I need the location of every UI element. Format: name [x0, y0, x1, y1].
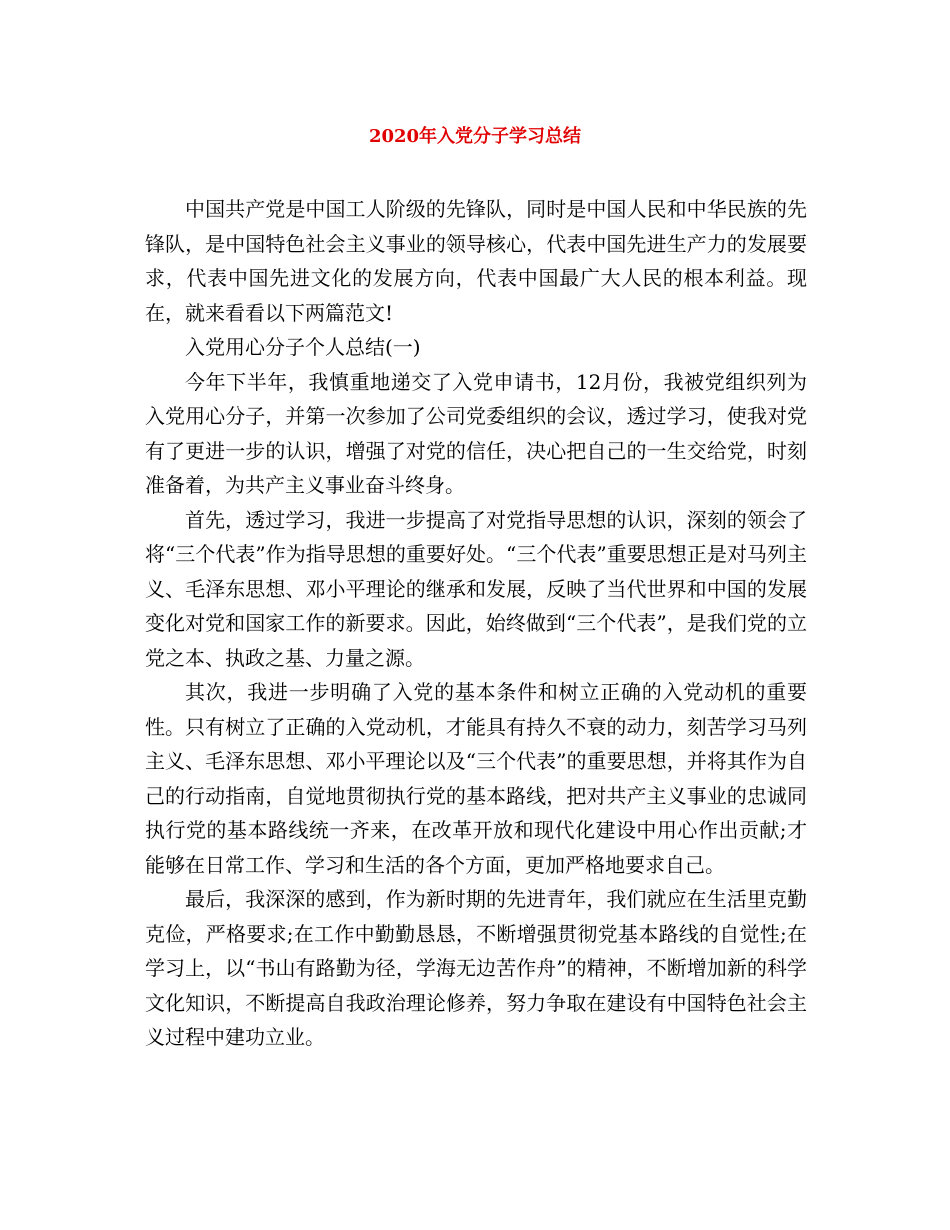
document-body	[145, 192, 807, 1055]
paragraph-last: 最后，我深深的感到，作为新时期的先进青年，我们就应在生活里克勤克俭，严格要求;在工作中勤勤恳恳，不断增强贯彻党基本路线的自觉性;在学习上，以“书山有路勤为径，学海无边苦作舟”的精神，不断增加新的科学文化知识，不断提高自我政治理论修养，努力争取在建设有中国特色社会主义过程中建功立业。	[145, 887, 807, 1049]
section-heading: 入党用心分子个人总结(一)	[185, 335, 421, 359]
document-title: 2020年入党分子学习总结	[368, 126, 582, 147]
paragraph-second: 其次，我进一步明确了入党的基本条件和树立正确的入党动机的重要性。只有树立了正确的入党动机，才能具有持久不衰的动力，刻苦学习马列主义、毛泽东思想、邓小平理论以及“三个代表”的重要思想，并将其作为自己的行动指南，自觉地贯彻执行党的基本路线，把对共产主义事业的忠诚同执行党的基本路线统一齐来，在改革开放和现代化建设中用心作出贡献;才能够在日常工作、学习和生活的各个方面，更加严格地要求自己。	[145, 680, 807, 877]
paragraph-application: 今年下半年，我慎重地递交了入党申请书，12月份，我被党组织列为入党用心分子，并第一次参加了公司党委组织的会议，透过学习，使我对党有了更进一步的认识，增强了对党的信任，决心把自己的一生交给党，时刻准备着，为共产主义事业奋斗终身。	[145, 369, 807, 497]
paragraph-first: 首先，透过学习，我进一步提高了对党指导思想的认识，深刻的领会了将“三个代表”作为指导思想的重要好处。“三个代表”重要思想正是对马列主义、毛泽东思想、邓小平理论的继承和发展，反映了当代世界和中国的发展变化对党和国家工作的新要求。因此，始终做到“三个代表”，是我们党的立党之本、执政之基、力量之源。	[145, 507, 807, 670]
paragraph-intro: 中国共产党是中国工人阶级的先锋队，同时是中国人民和中华民族的先锋队，是中国特色社会主义事业的领导核心，代表中国先进生产力的发展要求，代表中国先进文化的发展方向，代表中国最广大人民的根本利益。现在，就来看看以下两篇范文!	[145, 197, 807, 325]
